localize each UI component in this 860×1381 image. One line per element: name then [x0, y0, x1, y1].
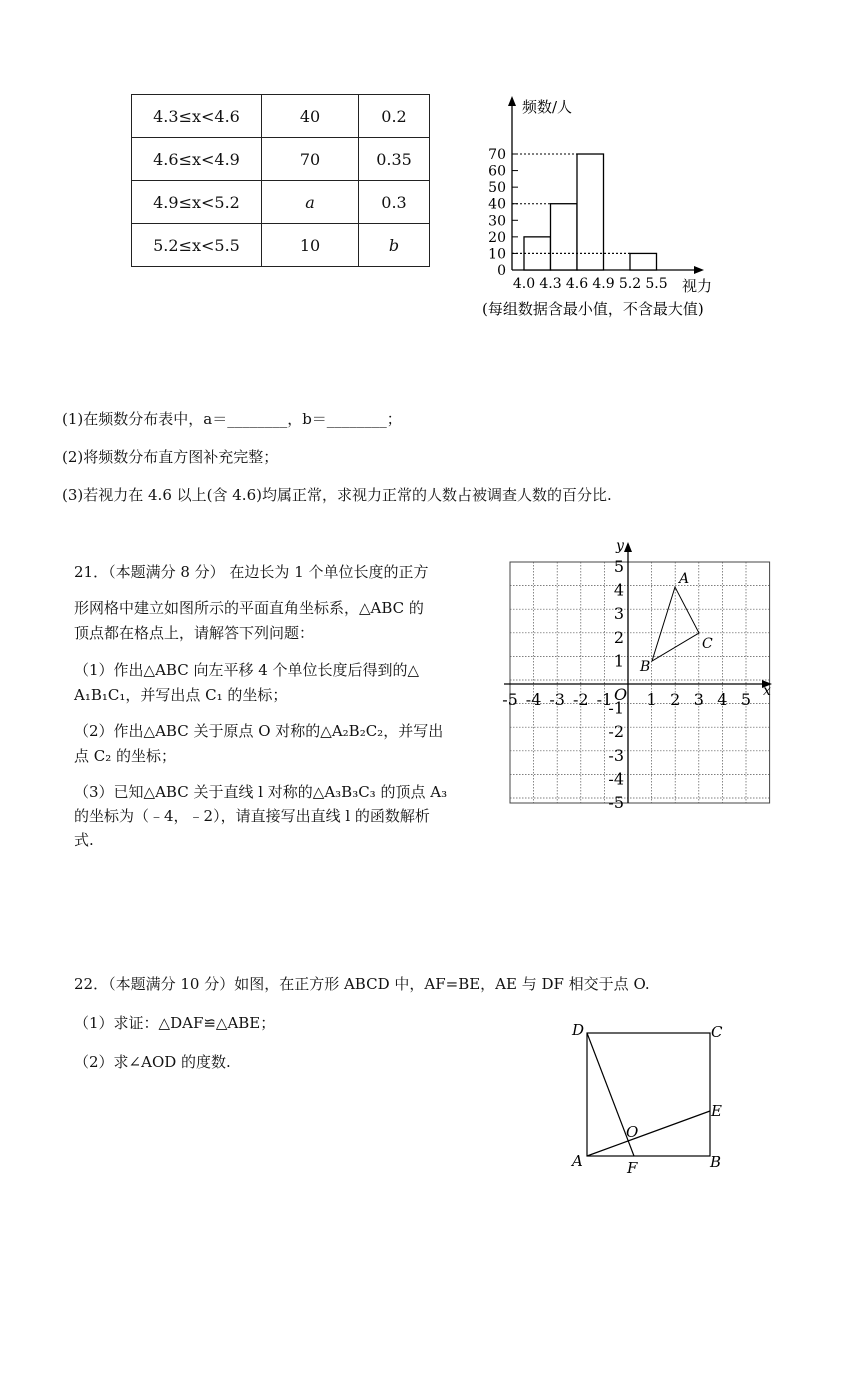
grid-y-tick-label: 4 — [613, 580, 624, 600]
x-axis-label: x — [763, 683, 771, 699]
grid-x-tick-label: 1 — [646, 690, 657, 709]
histogram-y-tick-label: 20 — [488, 229, 506, 246]
q21-part3-line2: 的坐标为（﹣4，﹣2），请直接写出直线 l 的函数解析 — [74, 807, 430, 825]
point-c-label: C — [702, 636, 713, 652]
label-a: A — [572, 1152, 583, 1170]
table-cell-freq: b — [359, 224, 430, 267]
q21-intro-line1: 21．（本题满分 8 分） 在边长为 1 个单位长度的正方 — [74, 563, 429, 581]
table-cell-count: 70 — [262, 138, 359, 181]
q22-part2: （2）求∠AOD 的度数. — [74, 1053, 231, 1071]
histogram-x-tick-label: 4.6 — [565, 276, 589, 292]
histogram-y-tick-label: 40 — [488, 196, 506, 213]
histogram-y-tick-label: 0 — [497, 263, 506, 279]
label-f: F — [627, 1159, 638, 1177]
origin-label: O — [614, 685, 628, 704]
frequency-table — [131, 94, 430, 267]
q21-part3-line3: 式. — [74, 831, 94, 849]
q21-part1-line1: （1）作出△ABC 向左平移 4 个单位长度后得到的△ — [74, 661, 420, 679]
histogram-x-tick-label: 4.3 — [539, 276, 562, 292]
label-o: O — [626, 1123, 639, 1141]
q21-part3-line1: （3）已知△ABC 关于直线 l 对称的△A₃B₃C₃ 的顶点 A₃ — [74, 783, 448, 801]
histogram — [470, 90, 750, 320]
q21-part2-line2: 点 C₂ 的坐标； — [74, 747, 177, 765]
grid-x-tick-label: 2 — [670, 690, 681, 709]
table-row — [132, 181, 430, 224]
histogram-y-tick-label: 50 — [488, 180, 506, 197]
table-row — [132, 138, 430, 181]
histogram-ylabel: 频数/人 — [522, 98, 573, 116]
grid-y-tick-label: -5 — [608, 793, 624, 812]
table-cell-range: 4.6≤x<4.9 — [132, 138, 262, 181]
histogram-bar — [551, 204, 578, 270]
label-b: B — [710, 1153, 722, 1171]
grid-y-tick-label: 2 — [613, 627, 624, 647]
grid-y-tick-label: -1 — [608, 698, 624, 718]
grid-y-tick-label: -4 — [608, 769, 624, 789]
grid-x-tick-label: -2 — [573, 690, 589, 709]
square-figure — [565, 1015, 735, 1180]
q22-intro: 22．（本题满分 10 分）如图，在正方形 ABCD 中，AF=BE，AE 与 DF 相交于点 O. — [74, 975, 650, 993]
table-cell-count: 10 — [262, 224, 359, 267]
grid-y-tick-label: -3 — [608, 745, 624, 765]
table-cell-count: a — [262, 181, 359, 224]
table-cell-range: 5.2≤x<5.5 — [132, 224, 262, 267]
table-row — [132, 224, 430, 267]
grid-x-tick-label: 5 — [740, 690, 752, 709]
histogram-y-tick-label: 30 — [488, 213, 506, 230]
coordinate-grid — [500, 538, 785, 818]
grid-y-tick-label: 3 — [613, 604, 624, 624]
table-cell-freq: 0.2 — [359, 95, 430, 138]
histogram-x-tick-label: 5.5 — [645, 276, 668, 292]
histogram-y-tick-label: 70 — [488, 147, 506, 164]
table-cell-count: 40 — [262, 95, 359, 138]
grid-border — [510, 562, 770, 803]
grid-x-tick-label: -4 — [525, 690, 542, 709]
histogram-note: (每组数据含最小值，不含最大值) — [482, 300, 704, 318]
point-a-label: A — [679, 571, 690, 587]
grid-x-tick-label: 3 — [693, 690, 704, 709]
histogram-x-tick-label: 4.9 — [592, 276, 615, 292]
histogram-y-tick-label: 10 — [488, 246, 506, 263]
table-cell-freq: 0.3 — [359, 181, 430, 224]
y-axis-label: y — [616, 538, 624, 554]
histogram-bar — [577, 154, 604, 270]
histogram-x-tick-label: 4.0 — [512, 276, 536, 292]
q21-part2-line1: （2）作出△ABC 关于原点 O 对称的△A₂B₂C₂，并写出 — [74, 722, 444, 740]
table-cell-range: 4.9≤x<5.2 — [132, 181, 262, 224]
q21-intro-line2: 形网格中建立如图所示的平面直角坐标系，△ABC 的 — [74, 599, 424, 617]
grid-y-tick-label: 5 — [613, 557, 624, 576]
histogram-xlabel: 视力 — [682, 277, 713, 295]
histogram-y-tick-label: 60 — [488, 163, 506, 180]
label-e: E — [711, 1102, 722, 1120]
grid-y-tick-label: -2 — [608, 722, 624, 742]
table-row — [132, 95, 430, 138]
q20-part1: (1)在频数分布表中，a＝________，b＝________； — [62, 410, 402, 428]
grid-x-tick-label: 4 — [717, 690, 728, 709]
q22-part1: （1）求证：△DAF≌△ABE； — [74, 1014, 276, 1032]
q20-part2: (2)将频数分布直方图补充完整； — [62, 448, 279, 466]
grid-y-tick-label: 1 — [613, 651, 624, 671]
q21-intro-line3: 顶点都在格点上，请解答下列问题： — [74, 624, 315, 642]
q21-part1-line2: A₁B₁C₁，并写出点 C₁ 的坐标； — [74, 686, 288, 704]
point-b-label: B — [640, 659, 651, 675]
q20-part3: (3)若视力在 4.6 以上(含 4.6)均属正常，求视力正常的人数占被调查人数的百分比. — [62, 486, 612, 504]
histogram-x-tick-label: 5.2 — [618, 276, 642, 292]
grid-x-tick-label: -3 — [549, 690, 565, 709]
label-d: D — [572, 1021, 585, 1039]
histogram-bar — [630, 253, 657, 270]
grid-x-tick-label: -1 — [596, 690, 613, 709]
table-cell-freq: 0.35 — [359, 138, 430, 181]
grid-x-tick-label: -5 — [502, 690, 518, 709]
table-cell-range: 4.3≤x<4.6 — [132, 95, 262, 138]
label-c: C — [711, 1023, 723, 1041]
